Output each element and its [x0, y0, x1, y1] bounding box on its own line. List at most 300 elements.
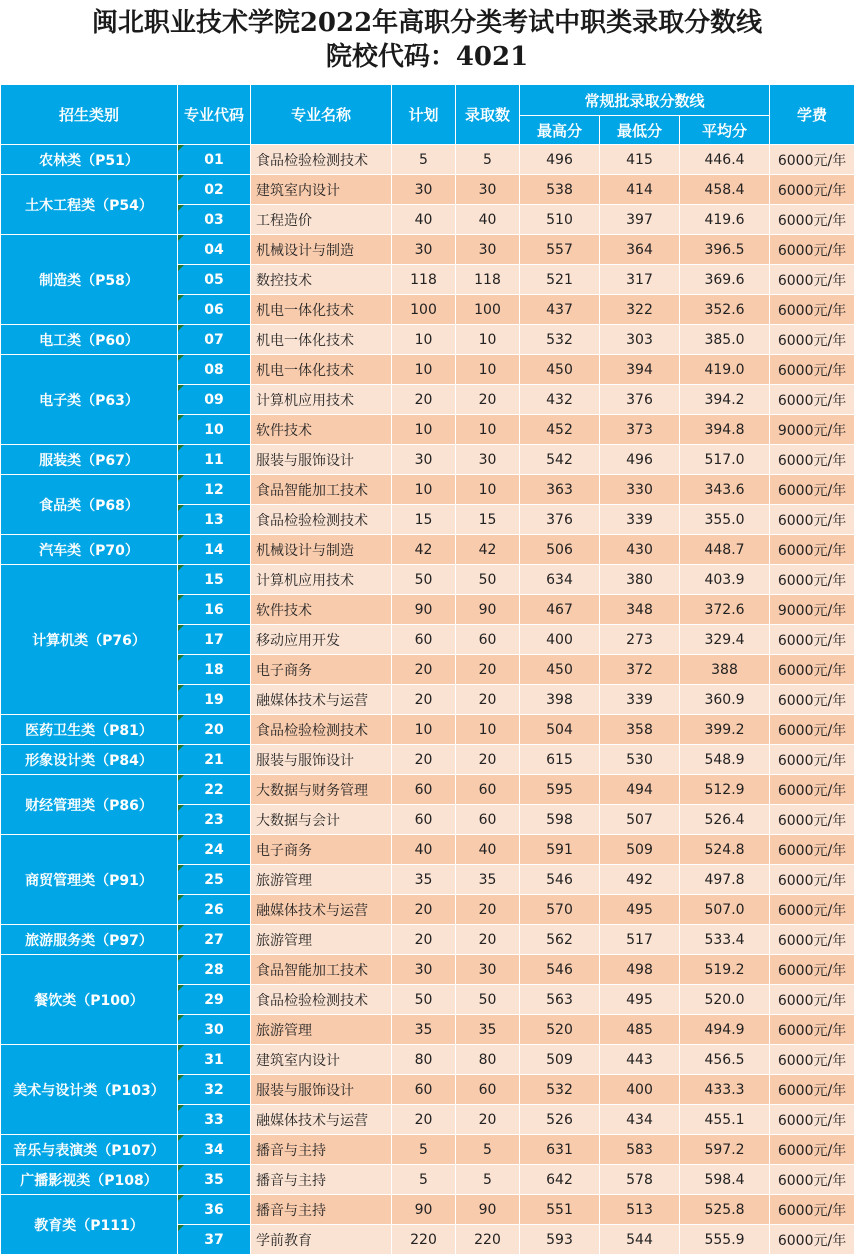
major-name-cell: 机电一体化技术: [251, 355, 392, 385]
major-code-cell: 17: [178, 625, 251, 655]
category-cell: 服装类（P67）: [1, 445, 178, 475]
admitted-cell: 15: [456, 505, 520, 535]
max-score-cell: 432: [520, 385, 600, 415]
category-cell: 电工类（P60）: [1, 325, 178, 355]
fee-cell: 6000元/年: [770, 325, 854, 355]
fee-cell: 6000元/年: [770, 355, 854, 385]
avg-score-cell: 520.0: [680, 985, 770, 1015]
major-name-cell: 食品检验检测技术: [251, 985, 392, 1015]
max-score-cell: 563: [520, 985, 600, 1015]
major-code-cell: 26: [178, 895, 251, 925]
major-code-cell: 10: [178, 415, 251, 445]
max-score-cell: 598: [520, 805, 600, 835]
max-score-cell: 634: [520, 565, 600, 595]
header-fee: 学费: [770, 85, 854, 145]
table-row: [1, 235, 854, 265]
max-score-cell: 520: [520, 1015, 600, 1045]
min-score-cell: 303: [600, 325, 680, 355]
admitted-cell: 10: [456, 715, 520, 745]
fee-cell: 6000元/年: [770, 565, 854, 595]
table-body: [1, 145, 854, 1255]
fee-cell: 6000元/年: [770, 1105, 854, 1135]
max-score-cell: 437: [520, 295, 600, 325]
avg-score-cell: 555.9: [680, 1225, 770, 1255]
plan-cell: 20: [392, 745, 456, 775]
max-score-cell: 450: [520, 355, 600, 385]
header-score-group: 常规批录取分数线: [520, 85, 770, 116]
min-score-cell: 517: [600, 925, 680, 955]
table-row: [1, 1045, 854, 1075]
admitted-cell: 50: [456, 985, 520, 1015]
major-name-cell: 食品检验检测技术: [251, 145, 392, 175]
min-score-cell: 509: [600, 835, 680, 865]
max-score-cell: 363: [520, 475, 600, 505]
avg-score-cell: 355.0: [680, 505, 770, 535]
plan-cell: 10: [392, 355, 456, 385]
max-score-cell: 510: [520, 205, 600, 235]
major-name-cell: 建筑室内设计: [251, 1045, 392, 1075]
admission-score-table: [0, 84, 854, 1255]
fee-cell: 6000元/年: [770, 655, 854, 685]
max-score-cell: 450: [520, 655, 600, 685]
admitted-cell: 30: [456, 955, 520, 985]
major-name-cell: 食品智能加工技术: [251, 475, 392, 505]
major-name-cell: 播音与主持: [251, 1135, 392, 1165]
max-score-cell: 538: [520, 175, 600, 205]
min-score-cell: 348: [600, 595, 680, 625]
plan-cell: 80: [392, 1045, 456, 1075]
table-row: [1, 715, 854, 745]
avg-score-cell: 419.6: [680, 205, 770, 235]
plan-cell: 15: [392, 505, 456, 535]
min-score-cell: 430: [600, 535, 680, 565]
category-cell: 音乐与表演类（P107）: [1, 1135, 178, 1165]
avg-score-cell: 385.0: [680, 325, 770, 355]
avg-score-cell: 525.8: [680, 1195, 770, 1225]
avg-score-cell: 394.8: [680, 415, 770, 445]
major-code-cell: 24: [178, 835, 251, 865]
plan-cell: 10: [392, 415, 456, 445]
admitted-cell: 30: [456, 445, 520, 475]
major-code-cell: 29: [178, 985, 251, 1015]
major-code-cell: 30: [178, 1015, 251, 1045]
category-cell: 形象设计类（P84）: [1, 745, 178, 775]
major-name-cell: 播音与主持: [251, 1195, 392, 1225]
major-name-cell: 计算机应用技术: [251, 565, 392, 595]
avg-score-cell: 507.0: [680, 895, 770, 925]
major-name-cell: 软件技术: [251, 415, 392, 445]
max-score-cell: 642: [520, 1165, 600, 1195]
fee-cell: 6000元/年: [770, 145, 854, 175]
admitted-cell: 60: [456, 775, 520, 805]
admitted-cell: 60: [456, 805, 520, 835]
avg-score-cell: 372.6: [680, 595, 770, 625]
table-row: [1, 1165, 854, 1195]
major-name-cell: 软件技术: [251, 595, 392, 625]
min-score-cell: 397: [600, 205, 680, 235]
plan-cell: 10: [392, 325, 456, 355]
max-score-cell: 467: [520, 595, 600, 625]
major-name-cell: 机电一体化技术: [251, 325, 392, 355]
min-score-cell: 339: [600, 505, 680, 535]
admitted-cell: 90: [456, 595, 520, 625]
avg-score-cell: 448.7: [680, 535, 770, 565]
plan-cell: 20: [392, 685, 456, 715]
admitted-cell: 20: [456, 685, 520, 715]
document-title: [0, 0, 854, 84]
major-code-cell: 13: [178, 505, 251, 535]
major-code-cell: 35: [178, 1165, 251, 1195]
major-name-cell: 食品智能加工技术: [251, 955, 392, 985]
fee-cell: 6000元/年: [770, 895, 854, 925]
major-code-cell: 32: [178, 1075, 251, 1105]
avg-score-cell: 433.3: [680, 1075, 770, 1105]
min-score-cell: 317: [600, 265, 680, 295]
major-code-cell: 03: [178, 205, 251, 235]
category-cell: 旅游服务类（P97）: [1, 925, 178, 955]
fee-cell: 6000元/年: [770, 385, 854, 415]
min-score-cell: 339: [600, 685, 680, 715]
major-name-cell: 学前教育: [251, 1225, 392, 1255]
fee-cell: 6000元/年: [770, 835, 854, 865]
table-row: [1, 325, 854, 355]
category-cell: 制造类（P58）: [1, 235, 178, 325]
plan-cell: 60: [392, 775, 456, 805]
table-row: [1, 775, 854, 805]
admitted-cell: 42: [456, 535, 520, 565]
max-score-cell: 557: [520, 235, 600, 265]
fee-cell: 6000元/年: [770, 535, 854, 565]
title-line-1: 闽北职业技术学院2022年高职分类考试中职类录取分数线: [91, 8, 763, 38]
min-score-cell: 443: [600, 1045, 680, 1075]
avg-score-cell: 526.4: [680, 805, 770, 835]
fee-cell: 6000元/年: [770, 625, 854, 655]
table-row: [1, 355, 854, 385]
admitted-cell: 220: [456, 1225, 520, 1255]
min-score-cell: 376: [600, 385, 680, 415]
category-cell: 广播影视类（P108）: [1, 1165, 178, 1195]
min-score-cell: 372: [600, 655, 680, 685]
plan-cell: 30: [392, 235, 456, 265]
fee-cell: 6000元/年: [770, 1075, 854, 1105]
min-score-cell: 530: [600, 745, 680, 775]
major-code-cell: 33: [178, 1105, 251, 1135]
major-name-cell: 服装与服饰设计: [251, 745, 392, 775]
major-code-cell: 12: [178, 475, 251, 505]
fee-cell: 6000元/年: [770, 925, 854, 955]
major-code-cell: 08: [178, 355, 251, 385]
category-cell: 商贸管理类（P91）: [1, 835, 178, 925]
avg-score-cell: 519.2: [680, 955, 770, 985]
admitted-cell: 60: [456, 1075, 520, 1105]
major-code-cell: 27: [178, 925, 251, 955]
fee-cell: 6000元/年: [770, 1045, 854, 1075]
major-code-cell: 14: [178, 535, 251, 565]
max-score-cell: 521: [520, 265, 600, 295]
plan-cell: 20: [392, 385, 456, 415]
avg-score-cell: 548.9: [680, 745, 770, 775]
category-cell: 食品类（P68）: [1, 475, 178, 535]
fee-cell: 6000元/年: [770, 1135, 854, 1165]
major-name-cell: 机电一体化技术: [251, 295, 392, 325]
category-cell: 餐饮类（P100）: [1, 955, 178, 1045]
max-score-cell: 532: [520, 325, 600, 355]
fee-cell: 6000元/年: [770, 295, 854, 325]
admitted-cell: 20: [456, 925, 520, 955]
admitted-cell: 10: [456, 415, 520, 445]
admitted-cell: 5: [456, 1165, 520, 1195]
header-min: 最低分: [600, 116, 680, 145]
admitted-cell: 100: [456, 295, 520, 325]
avg-score-cell: 512.9: [680, 775, 770, 805]
avg-score-cell: 360.9: [680, 685, 770, 715]
major-code-cell: 19: [178, 685, 251, 715]
min-score-cell: 495: [600, 985, 680, 1015]
min-score-cell: 414: [600, 175, 680, 205]
major-name-cell: 融媒体技术与运营: [251, 685, 392, 715]
avg-score-cell: 343.6: [680, 475, 770, 505]
major-name-cell: 旅游管理: [251, 925, 392, 955]
admitted-cell: 35: [456, 865, 520, 895]
admitted-cell: 20: [456, 745, 520, 775]
plan-cell: 20: [392, 655, 456, 685]
fee-cell: 6000元/年: [770, 985, 854, 1015]
plan-cell: 5: [392, 1135, 456, 1165]
plan-cell: 118: [392, 265, 456, 295]
plan-cell: 220: [392, 1225, 456, 1255]
header-max: 最高分: [520, 116, 600, 145]
avg-score-cell: 533.4: [680, 925, 770, 955]
fee-cell: 6000元/年: [770, 805, 854, 835]
max-score-cell: 570: [520, 895, 600, 925]
major-code-cell: 25: [178, 865, 251, 895]
header-admitted: 录取数: [456, 85, 520, 145]
table-row: [1, 535, 854, 565]
title-line-2: 院校代码：4021: [325, 42, 529, 72]
major-name-cell: 数控技术: [251, 265, 392, 295]
min-score-cell: 485: [600, 1015, 680, 1045]
header-code: 专业代码: [178, 85, 251, 145]
plan-cell: 35: [392, 865, 456, 895]
header-avg: 平均分: [680, 116, 770, 145]
max-score-cell: 591: [520, 835, 600, 865]
category-cell: 美术与设计类（P103）: [1, 1045, 178, 1135]
min-score-cell: 496: [600, 445, 680, 475]
plan-cell: 50: [392, 565, 456, 595]
plan-cell: 60: [392, 805, 456, 835]
max-score-cell: 546: [520, 865, 600, 895]
admitted-cell: 40: [456, 205, 520, 235]
plan-cell: 90: [392, 595, 456, 625]
min-score-cell: 513: [600, 1195, 680, 1225]
avg-score-cell: 369.6: [680, 265, 770, 295]
category-cell: 医药卫生类（P81）: [1, 715, 178, 745]
plan-cell: 20: [392, 1105, 456, 1135]
plan-cell: 100: [392, 295, 456, 325]
avg-score-cell: 497.8: [680, 865, 770, 895]
fee-cell: 6000元/年: [770, 445, 854, 475]
fee-cell: 6000元/年: [770, 955, 854, 985]
max-score-cell: 452: [520, 415, 600, 445]
fee-cell: 6000元/年: [770, 685, 854, 715]
admitted-cell: 40: [456, 835, 520, 865]
avg-score-cell: 419.0: [680, 355, 770, 385]
max-score-cell: 562: [520, 925, 600, 955]
major-name-cell: 旅游管理: [251, 1015, 392, 1045]
admitted-cell: 10: [456, 475, 520, 505]
major-code-cell: 09: [178, 385, 251, 415]
fee-cell: 6000元/年: [770, 1225, 854, 1255]
major-name-cell: 食品检验检测技术: [251, 505, 392, 535]
admitted-cell: 80: [456, 1045, 520, 1075]
header-plan: 计划: [392, 85, 456, 145]
category-cell: 土木工程类（P54）: [1, 175, 178, 235]
avg-score-cell: 458.4: [680, 175, 770, 205]
avg-score-cell: 446.4: [680, 145, 770, 175]
major-name-cell: 机械设计与制造: [251, 235, 392, 265]
min-score-cell: 578: [600, 1165, 680, 1195]
fee-cell: 6000元/年: [770, 265, 854, 295]
fee-cell: 6000元/年: [770, 1015, 854, 1045]
max-score-cell: 532: [520, 1075, 600, 1105]
plan-cell: 50: [392, 985, 456, 1015]
major-code-cell: 18: [178, 655, 251, 685]
avg-score-cell: 456.5: [680, 1045, 770, 1075]
fee-cell: 6000元/年: [770, 475, 854, 505]
major-code-cell: 07: [178, 325, 251, 355]
min-score-cell: 507: [600, 805, 680, 835]
category-cell: 教育类（P111）: [1, 1195, 178, 1255]
avg-score-cell: 517.0: [680, 445, 770, 475]
avg-score-cell: 524.8: [680, 835, 770, 865]
plan-cell: 10: [392, 475, 456, 505]
fee-cell: 6000元/年: [770, 745, 854, 775]
table-row: [1, 565, 854, 595]
major-code-cell: 15: [178, 565, 251, 595]
min-score-cell: 380: [600, 565, 680, 595]
table-row: [1, 445, 854, 475]
category-cell: 汽车类（P70）: [1, 535, 178, 565]
table-row: [1, 175, 854, 205]
max-score-cell: 504: [520, 715, 600, 745]
major-name-cell: 服装与服饰设计: [251, 1075, 392, 1105]
admitted-cell: 5: [456, 1135, 520, 1165]
major-name-cell: 移动应用开发: [251, 625, 392, 655]
min-score-cell: 322: [600, 295, 680, 325]
major-code-cell: 04: [178, 235, 251, 265]
plan-cell: 60: [392, 1075, 456, 1105]
major-name-cell: 电子商务: [251, 835, 392, 865]
max-score-cell: 551: [520, 1195, 600, 1225]
min-score-cell: 400: [600, 1075, 680, 1105]
major-name-cell: 旅游管理: [251, 865, 392, 895]
admitted-cell: 20: [456, 655, 520, 685]
min-score-cell: 492: [600, 865, 680, 895]
min-score-cell: 494: [600, 775, 680, 805]
category-cell: 财经管理类（P86）: [1, 775, 178, 835]
min-score-cell: 544: [600, 1225, 680, 1255]
admitted-cell: 90: [456, 1195, 520, 1225]
plan-cell: 35: [392, 1015, 456, 1045]
max-score-cell: 593: [520, 1225, 600, 1255]
table-row: [1, 1195, 854, 1225]
plan-cell: 5: [392, 145, 456, 175]
plan-cell: 30: [392, 175, 456, 205]
max-score-cell: 615: [520, 745, 600, 775]
major-name-cell: 播音与主持: [251, 1165, 392, 1195]
major-code-cell: 01: [178, 145, 251, 175]
header-category: 招生类别: [1, 85, 178, 145]
min-score-cell: 364: [600, 235, 680, 265]
min-score-cell: 583: [600, 1135, 680, 1165]
fee-cell: 9000元/年: [770, 595, 854, 625]
major-code-cell: 34: [178, 1135, 251, 1165]
major-name-cell: 计算机应用技术: [251, 385, 392, 415]
major-name-cell: 融媒体技术与运营: [251, 1105, 392, 1135]
admitted-cell: 5: [456, 145, 520, 175]
admitted-cell: 118: [456, 265, 520, 295]
table-row: [1, 1135, 854, 1165]
max-score-cell: 496: [520, 145, 600, 175]
max-score-cell: 595: [520, 775, 600, 805]
major-name-cell: 大数据与财务管理: [251, 775, 392, 805]
max-score-cell: 546: [520, 955, 600, 985]
avg-score-cell: 352.6: [680, 295, 770, 325]
plan-cell: 5: [392, 1165, 456, 1195]
admitted-cell: 10: [456, 325, 520, 355]
major-name-cell: 工程造价: [251, 205, 392, 235]
header-major: 专业名称: [251, 85, 392, 145]
plan-cell: 40: [392, 835, 456, 865]
major-name-cell: 食品检验检测技术: [251, 715, 392, 745]
category-cell: 电子类（P63）: [1, 355, 178, 445]
major-name-cell: 机械设计与制造: [251, 535, 392, 565]
major-code-cell: 20: [178, 715, 251, 745]
max-score-cell: 526: [520, 1105, 600, 1135]
category-cell: 农林类（P51）: [1, 145, 178, 175]
major-name-cell: 大数据与会计: [251, 805, 392, 835]
plan-cell: 20: [392, 925, 456, 955]
category-cell: 计算机类（P76）: [1, 565, 178, 715]
admitted-cell: 20: [456, 1105, 520, 1135]
admitted-cell: 10: [456, 355, 520, 385]
fee-cell: 6000元/年: [770, 1165, 854, 1195]
admitted-cell: 30: [456, 175, 520, 205]
max-score-cell: 509: [520, 1045, 600, 1075]
plan-cell: 90: [392, 1195, 456, 1225]
avg-score-cell: 388: [680, 655, 770, 685]
plan-cell: 10: [392, 715, 456, 745]
major-code-cell: 21: [178, 745, 251, 775]
fee-cell: 6000元/年: [770, 205, 854, 235]
max-score-cell: 398: [520, 685, 600, 715]
min-score-cell: 498: [600, 955, 680, 985]
avg-score-cell: 396.5: [680, 235, 770, 265]
min-score-cell: 434: [600, 1105, 680, 1135]
major-code-cell: 16: [178, 595, 251, 625]
table-row: [1, 475, 854, 505]
major-name-cell: 服装与服饰设计: [251, 445, 392, 475]
table-row: [1, 745, 854, 775]
avg-score-cell: 455.1: [680, 1105, 770, 1135]
avg-score-cell: 494.9: [680, 1015, 770, 1045]
plan-cell: 30: [392, 445, 456, 475]
major-code-cell: 36: [178, 1195, 251, 1225]
major-code-cell: 31: [178, 1045, 251, 1075]
fee-cell: 6000元/年: [770, 505, 854, 535]
min-score-cell: 273: [600, 625, 680, 655]
major-code-cell: 37: [178, 1225, 251, 1255]
